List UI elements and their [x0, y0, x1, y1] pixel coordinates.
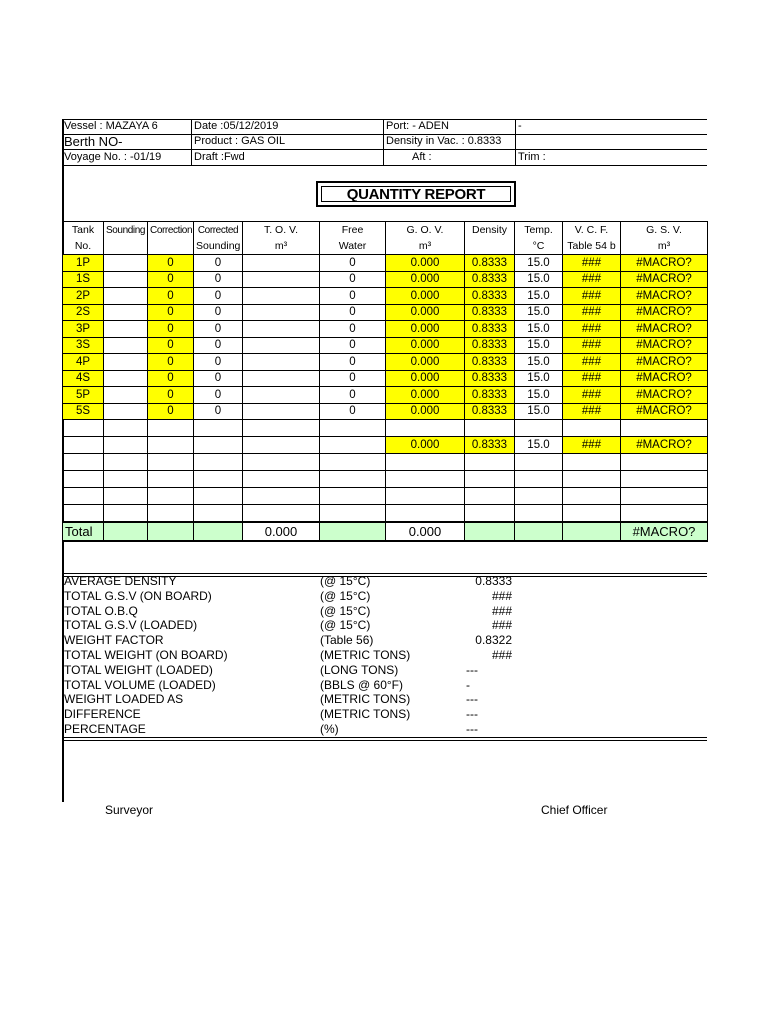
table-cell: #MACRO? — [621, 354, 708, 371]
product-label: Product : GAS OIL — [194, 135, 286, 147]
header-divider-3 — [515, 119, 516, 165]
table-cell: 0 — [148, 337, 194, 354]
table-cell: 15.0 — [515, 337, 563, 354]
table-cell — [63, 487, 104, 504]
table-cell: 0.000 — [386, 337, 465, 354]
table-cell: 0 — [320, 271, 386, 288]
summary-condition: (Table 56) — [320, 633, 374, 648]
table-cell — [320, 420, 386, 437]
table-cell — [515, 453, 563, 470]
table-cell: 0 — [194, 354, 243, 371]
summary-condition: (METRIC TONS) — [320, 692, 411, 707]
table-cell: ### — [563, 370, 621, 387]
table-cell: 0 — [148, 304, 194, 321]
total-cell — [563, 522, 621, 541]
table-cell — [148, 504, 194, 522]
title-box — [316, 181, 516, 207]
summary-value: 0.8322 — [475, 633, 512, 648]
col-header-correction: Correction — [148, 222, 194, 239]
table-cell: 2S — [63, 304, 104, 321]
summary-label: DIFFERENCE — [64, 707, 141, 722]
table-cell — [320, 453, 386, 470]
total-label: Total — [63, 522, 104, 541]
table-cell — [621, 420, 708, 437]
table-cell: 0 — [148, 387, 194, 404]
col-subheader-empty — [465, 238, 515, 255]
table-row — [63, 304, 708, 321]
table-cell — [194, 453, 243, 470]
table-cell: 0 — [194, 370, 243, 387]
table-cell: 15.0 — [515, 354, 563, 371]
summary-label: TOTAL G.S.V (ON BOARD) — [64, 588, 212, 603]
total-cell — [465, 522, 515, 541]
table-cell — [243, 288, 320, 305]
summary-value: ### — [491, 588, 512, 603]
table-row — [63, 370, 708, 387]
summary-condition: (@ 15°C) — [320, 588, 371, 603]
header-divider-1 — [191, 119, 192, 165]
table-cell — [194, 487, 243, 504]
table-cell — [243, 304, 320, 321]
table-cell: 0.8333 — [465, 255, 515, 272]
col-subheader-gov-unit: m³ — [386, 238, 465, 255]
summary-condition: (LONG TONS) — [320, 662, 399, 677]
table-row — [63, 271, 708, 288]
table-cell — [320, 470, 386, 487]
table-cell: 0.8333 — [465, 387, 515, 404]
table-row-blank — [63, 504, 708, 522]
table-cell — [63, 420, 104, 437]
table-cell — [104, 288, 148, 305]
total-cell — [320, 522, 386, 541]
table-cell: 0 — [320, 337, 386, 354]
voyage-label: Voyage No. : -01/19 — [64, 151, 162, 163]
table-cell: ### — [563, 354, 621, 371]
col-header-tank: Tank — [63, 222, 104, 239]
table-cell — [563, 504, 621, 522]
table-row — [63, 403, 708, 420]
table-cell: 0.000 — [386, 271, 465, 288]
table-cell: 0 — [320, 370, 386, 387]
table-cell — [515, 487, 563, 504]
header-rule-1 — [62, 134, 707, 135]
summary-value: ### — [491, 648, 512, 662]
table-cell — [104, 354, 148, 371]
table-cell — [243, 387, 320, 404]
table-cell: 0 — [194, 337, 243, 354]
table-cell — [104, 387, 148, 404]
summary-condition: (BBLS @ 60°F) — [320, 677, 404, 692]
table-cell: 0 — [194, 304, 243, 321]
table-cell: 0 — [194, 403, 243, 420]
col-subheader-no: No. — [63, 238, 104, 255]
table-header-row-2 — [63, 238, 708, 255]
table-cell: 0.000 — [386, 321, 465, 338]
table-row-blank — [63, 487, 708, 504]
table-cell — [465, 470, 515, 487]
table-cell — [465, 453, 515, 470]
summary-label: AVERAGE DENSITY — [64, 574, 177, 588]
table-cell: ### — [563, 387, 621, 404]
table-cell: 0.8333 — [465, 337, 515, 354]
table-cell — [104, 403, 148, 420]
table-cell — [63, 453, 104, 470]
summary-condition: (@ 15°C) — [320, 618, 371, 633]
table-cell: 0 — [320, 387, 386, 404]
table-cell: 0.8333 — [465, 370, 515, 387]
summary-label: TOTAL O.B.Q — [64, 603, 138, 618]
table-cell — [104, 370, 148, 387]
table-cell — [386, 453, 465, 470]
table-cell — [243, 354, 320, 371]
col-header-free: Free — [320, 222, 386, 239]
summary-value: --- — [466, 722, 478, 736]
table-cell — [194, 420, 243, 437]
table-cell — [621, 453, 708, 470]
table-cell: 0.000 — [386, 255, 465, 272]
summary-value: - — [466, 677, 470, 692]
col-header-density: Density — [465, 222, 515, 239]
summary-value: --- — [466, 692, 478, 707]
table-cell: 5P — [63, 387, 104, 404]
summary-label: TOTAL WEIGHT (LOADED) — [64, 662, 213, 677]
col-subheader-temp-unit: °C — [515, 238, 563, 255]
col-header-vcf: V. C. F. — [563, 222, 621, 239]
table-cell: 5S — [63, 403, 104, 420]
table-cell: 3S — [63, 337, 104, 354]
table-cell — [63, 470, 104, 487]
table-row-extra — [63, 437, 708, 454]
table-cell — [148, 487, 194, 504]
summary-bottom-rule — [62, 737, 707, 738]
table-cell: 0.000 — [386, 288, 465, 305]
table-row — [63, 354, 708, 371]
table-cell — [621, 487, 708, 504]
table-cell — [515, 420, 563, 437]
table-cell: #MACRO? — [621, 271, 708, 288]
table-cell — [194, 437, 243, 454]
table-cell — [320, 504, 386, 522]
col-subheader-tov-unit: m³ — [243, 238, 320, 255]
table-cell — [386, 487, 465, 504]
date-label: Date :05/12/2019 — [194, 120, 279, 132]
summary-value: ### — [491, 603, 512, 618]
trim-label: Trim : — [518, 151, 546, 163]
table-cell: 15.0 — [515, 321, 563, 338]
summary-label: TOTAL WEIGHT (ON BOARD) — [64, 648, 228, 662]
berth-label: Berth NO- — [64, 134, 123, 149]
table-cell — [148, 453, 194, 470]
table-cell — [465, 504, 515, 522]
table-cell — [621, 504, 708, 522]
summary-label: PERCENTAGE — [64, 722, 146, 736]
table-cell: #MACRO? — [621, 387, 708, 404]
table-cell: 0.8333 — [465, 403, 515, 420]
table-cell — [148, 420, 194, 437]
col-subheader-empty — [104, 238, 148, 255]
table-row — [63, 288, 708, 305]
table-cell — [515, 470, 563, 487]
table-cell — [63, 437, 104, 454]
port-label: Port: - ADEN — [386, 120, 449, 132]
table-cell: 15.0 — [515, 288, 563, 305]
table-cell: #MACRO? — [621, 337, 708, 354]
table-cell — [243, 504, 320, 522]
table-row — [63, 387, 708, 404]
table-cell: 0.8333 — [465, 288, 515, 305]
col-subheader-vcf-table: Table 54 b — [563, 238, 621, 255]
table-cell: 0 — [194, 321, 243, 338]
col-subheader-water: Water — [320, 238, 386, 255]
table-cell — [243, 487, 320, 504]
summary-condition: (@ 15°C) — [320, 574, 371, 588]
table-cell: 0.8333 — [465, 321, 515, 338]
summary-condition: (METRIC TONS) — [320, 648, 411, 662]
table-cell: 0 — [148, 288, 194, 305]
total-cell — [515, 522, 563, 541]
table-header-row-1 — [63, 222, 708, 239]
table-row-blank — [63, 470, 708, 487]
table-cell: 0.000 — [386, 387, 465, 404]
table-cell: #MACRO? — [621, 288, 708, 305]
quantity-table — [62, 221, 708, 542]
table-total-row — [63, 522, 708, 541]
table-cell: #MACRO? — [621, 370, 708, 387]
table-cell — [194, 504, 243, 522]
table-cell — [194, 470, 243, 487]
table-cell: 0 — [320, 304, 386, 321]
col-header-gov: G. O. V. — [386, 222, 465, 239]
table-cell — [243, 420, 320, 437]
table-cell: ### — [563, 321, 621, 338]
table-row-blank — [63, 420, 708, 437]
table-cell: 0 — [194, 271, 243, 288]
table-cell: 2P — [63, 288, 104, 305]
table-cell: 0.8333 — [465, 437, 515, 454]
table-cell: 0 — [320, 255, 386, 272]
summary-label: TOTAL VOLUME (LOADED) — [64, 677, 216, 692]
table-cell: #MACRO? — [621, 321, 708, 338]
table-cell — [621, 470, 708, 487]
table-cell: 15.0 — [515, 403, 563, 420]
summary-value: --- — [466, 707, 478, 722]
table-cell: 0 — [148, 354, 194, 371]
table-cell: 4P — [63, 354, 104, 371]
table-cell: 15.0 — [515, 370, 563, 387]
summary-condition: (%) — [320, 722, 339, 736]
col-subheader-empty — [148, 238, 194, 255]
table-cell — [148, 470, 194, 487]
total-cell: 0.000 — [386, 522, 465, 541]
total-cell — [104, 522, 148, 541]
page-title: QUANTITY REPORT — [321, 186, 511, 202]
table-cell: ### — [563, 255, 621, 272]
table-cell: 0.8333 — [465, 271, 515, 288]
total-cell — [194, 522, 243, 541]
table-cell — [104, 255, 148, 272]
table-cell — [386, 470, 465, 487]
table-cell: 0 — [148, 271, 194, 288]
draft-label: Draft :Fwd — [194, 151, 245, 163]
table-cell — [243, 437, 320, 454]
table-row — [63, 255, 708, 272]
header-top-border — [62, 119, 707, 120]
table-cell — [243, 453, 320, 470]
table-cell: 0 — [194, 255, 243, 272]
summary-label: TOTAL G.S.V (LOADED) — [64, 618, 198, 633]
table-cell — [320, 487, 386, 504]
table-cell — [243, 470, 320, 487]
table-cell: 0.000 — [386, 304, 465, 321]
table-cell: 0.000 — [386, 403, 465, 420]
density-vac-label: Density in Vac. : 0.8333 — [386, 135, 502, 147]
summary-bottom-rule-2 — [62, 740, 707, 741]
table-cell — [563, 470, 621, 487]
table-cell: 3P — [63, 321, 104, 338]
table-cell: 15.0 — [515, 255, 563, 272]
table-cell: 0 — [148, 403, 194, 420]
table-cell: 15.0 — [515, 437, 563, 454]
summary-label: WEIGHT LOADED AS — [64, 692, 184, 707]
table-cell: ### — [563, 403, 621, 420]
table-cell — [104, 487, 148, 504]
summary-value: 0.8333 — [475, 574, 512, 588]
header-rule-3 — [62, 165, 707, 166]
table-cell: 15.0 — [515, 304, 563, 321]
header-divider-2 — [383, 119, 384, 165]
col-header-corrected: Corrected — [194, 222, 243, 239]
table-cell: #MACRO? — [621, 255, 708, 272]
table-cell: 0.000 — [386, 354, 465, 371]
table-cell: 0 — [194, 387, 243, 404]
table-cell: 0 — [320, 354, 386, 371]
table-cell — [148, 437, 194, 454]
table-cell — [104, 470, 148, 487]
col-subheader-sounding: Sounding — [194, 238, 243, 255]
table-cell — [63, 504, 104, 522]
table-cell — [386, 420, 465, 437]
total-cell — [148, 522, 194, 541]
aft-label: Aft : — [412, 151, 432, 163]
summary-value: ### — [491, 618, 512, 633]
summary-condition: (METRIC TONS) — [320, 707, 411, 722]
table-cell — [386, 504, 465, 522]
vessel-label: Vessel : MAZAYA 6 — [64, 120, 158, 132]
table-cell — [243, 255, 320, 272]
table-cell — [104, 271, 148, 288]
table-cell — [320, 437, 386, 454]
table-row — [63, 337, 708, 354]
table-cell: #MACRO? — [621, 437, 708, 454]
summary-value: --- — [466, 662, 478, 677]
table-cell — [104, 420, 148, 437]
table-cell — [243, 271, 320, 288]
table-cell: 0 — [194, 288, 243, 305]
table-cell: 0 — [148, 255, 194, 272]
table-cell — [104, 321, 148, 338]
table-cell: 4S — [63, 370, 104, 387]
table-cell: ### — [563, 437, 621, 454]
table-cell — [563, 420, 621, 437]
table-cell: 0 — [148, 370, 194, 387]
table-row-blank — [63, 453, 708, 470]
table-cell: 0.8333 — [465, 354, 515, 371]
table-cell — [465, 420, 515, 437]
total-cell: #MACRO? — [621, 522, 708, 541]
table-cell: ### — [563, 271, 621, 288]
col-subheader-gsv-unit: m³ — [621, 238, 708, 255]
table-cell: 1S — [63, 271, 104, 288]
table-cell: ### — [563, 304, 621, 321]
table-cell — [243, 370, 320, 387]
table-cell: 0.000 — [386, 437, 465, 454]
table-cell: 0 — [320, 403, 386, 420]
col-header-tov: T. O. V. — [243, 222, 320, 239]
table-cell — [563, 453, 621, 470]
table-cell: 15.0 — [515, 387, 563, 404]
table-cell — [243, 321, 320, 338]
col-header-gsv: G. S. V. — [621, 222, 708, 239]
table-cell — [243, 403, 320, 420]
table-cell: 0.000 — [386, 370, 465, 387]
table-cell: 0 — [148, 321, 194, 338]
table-cell: ### — [563, 288, 621, 305]
table-cell: 0 — [320, 321, 386, 338]
table-cell — [563, 487, 621, 504]
table-cell: 15.0 — [515, 271, 563, 288]
table-row — [63, 321, 708, 338]
table-cell: #MACRO? — [621, 403, 708, 420]
table-cell — [515, 504, 563, 522]
surveyor-signature-label: Surveyor — [105, 803, 154, 817]
col-header-temp: Temp. — [515, 222, 563, 239]
table-cell: ### — [563, 337, 621, 354]
table-cell — [104, 453, 148, 470]
table-cell: 0 — [320, 288, 386, 305]
table-cell — [104, 504, 148, 522]
table-cell — [104, 304, 148, 321]
table-cell — [465, 487, 515, 504]
col-header-sounding: Sounding — [104, 222, 148, 239]
table-cell: #MACRO? — [621, 304, 708, 321]
table-cell — [104, 437, 148, 454]
summary-condition: (@ 15°C) — [320, 603, 371, 618]
table-cell: 0.8333 — [465, 304, 515, 321]
summary-label: WEIGHT FACTOR — [64, 633, 164, 648]
table-cell — [104, 337, 148, 354]
chief-officer-signature-label: Chief Officer — [541, 803, 608, 817]
table-cell: 1P — [63, 255, 104, 272]
total-cell: 0.000 — [243, 522, 320, 541]
table-cell — [243, 337, 320, 354]
port-dash: - — [518, 120, 522, 132]
